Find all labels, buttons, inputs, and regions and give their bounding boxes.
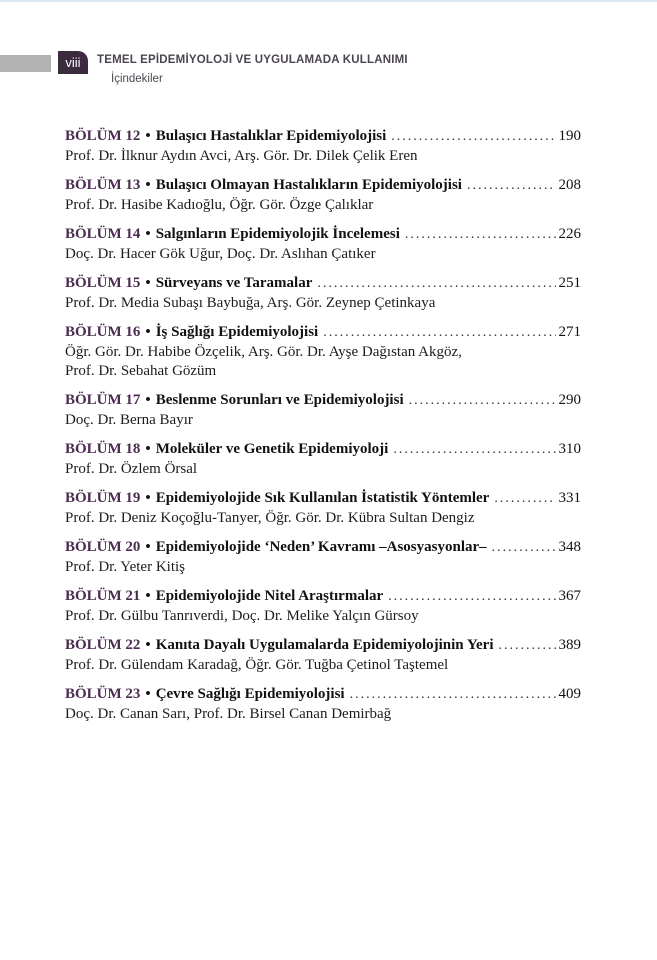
chapter-number: BÖLÜM 17 <box>65 392 141 408</box>
header-gray-bar <box>0 55 51 72</box>
chapter-title: Salgınların Epidemiyolojik İncelemesi <box>155 226 400 242</box>
toc-entry <box>65 126 581 166</box>
chapter-authors: Prof. Dr. Özlem Örsal <box>65 461 198 477</box>
chapter-number: BÖLÜM 12 <box>65 128 141 144</box>
page-number: 251 <box>558 275 581 291</box>
chapter-authors: Prof. Dr. Media Subaşı Baybuğa, Arş. Gör. Zeynep Çetinkaya <box>65 295 436 311</box>
chapter-number: BÖLÜM 13 <box>65 177 141 193</box>
page-number: 367 <box>558 588 581 604</box>
chapter-number: BÖLÜM 20 <box>65 539 141 555</box>
toc-title-line <box>65 586 581 607</box>
dot-leader <box>388 586 555 607</box>
chapter-authors: Prof. Dr. Gülbu Tanrıverdi, Doç. Dr. Melike Yalçın Gürsoy <box>65 608 419 624</box>
page-header <box>97 54 408 85</box>
chapter-authors: Prof. Dr. Hasibe Kadıoğlu, Öğr. Gör. Özge Çalıklar <box>65 197 374 213</box>
toc-entry <box>65 273 581 313</box>
chapter-number: BÖLÜM 19 <box>65 490 141 506</box>
dot-leader <box>467 175 556 196</box>
chapter-authors: Doç. Dr. Canan Sarı, Prof. Dr. Birsel Canan Demirbağ <box>65 706 392 722</box>
toc-entry <box>65 537 581 577</box>
chapter-title: Sürveyans ve Taramalar <box>155 275 313 291</box>
dot-leader <box>494 488 555 509</box>
bullet-separator: • <box>145 490 151 506</box>
toc-title-line <box>65 175 581 196</box>
dot-leader <box>317 273 555 294</box>
toc-title-line <box>65 273 581 294</box>
chapter-title: Epidemiyolojide Sık Kullanılan İstatistik Yöntemler <box>155 490 490 506</box>
page-number: 208 <box>558 177 581 193</box>
dot-leader <box>323 322 555 343</box>
toc-title-line <box>65 635 581 656</box>
page-number-roman: viii <box>65 55 81 70</box>
chapter-authors: Prof. Dr. Sebahat Gözüm <box>65 363 217 379</box>
dot-leader <box>492 537 556 558</box>
chapter-number: BÖLÜM 14 <box>65 226 141 242</box>
chapter-title: Epidemiyolojide ‘Neden’ Kavramı –Asosyasyonlar– <box>155 539 487 555</box>
chapter-number: BÖLÜM 18 <box>65 441 141 457</box>
toc-title-line <box>65 684 581 705</box>
chapter-title: Moleküler ve Genetik Epidemiyoloji <box>155 441 389 457</box>
dot-leader <box>499 635 556 656</box>
chapter-authors: Doç. Dr. Berna Bayır <box>65 412 193 428</box>
bullet-separator: • <box>145 324 151 340</box>
toc-title-line <box>65 390 581 411</box>
bullet-separator: • <box>145 275 151 291</box>
toc-title-line <box>65 126 581 147</box>
bullet-separator: • <box>145 441 151 457</box>
bullet-separator: • <box>145 637 151 653</box>
chapter-title: Bulaşıcı Hastalıklar Epidemiyolojisi <box>155 128 387 144</box>
chapter-number: BÖLÜM 16 <box>65 324 141 340</box>
toc-entry <box>65 224 581 264</box>
bullet-separator: • <box>145 177 151 193</box>
bullet-separator: • <box>145 392 151 408</box>
chapter-title: Kanıta Dayalı Uygulamalarda Epidemiyolojinin Yeri <box>155 637 494 653</box>
page-number-badge <box>58 51 88 74</box>
chapter-title: Bulaşıcı Olmayan Hastalıkların Epidemiyolojisi <box>155 177 462 193</box>
page-top-edge-line <box>0 0 657 2</box>
page-number: 348 <box>558 539 581 555</box>
chapter-title: Çevre Sağlığı Epidemiyolojisi <box>155 686 345 702</box>
toc-entry <box>65 322 581 381</box>
page-number: 331 <box>558 490 581 506</box>
page-number: 226 <box>558 226 581 242</box>
chapter-number: BÖLÜM 15 <box>65 275 141 291</box>
toc-entry <box>65 635 581 675</box>
toc-entry <box>65 684 581 724</box>
chapter-authors: Öğr. Gör. Dr. Habibe Özçelik, Arş. Gör. Dr. Ayşe Dağıstan Akgöz, <box>65 344 462 360</box>
dot-leader <box>409 390 556 411</box>
chapter-title: Beslenme Sorunları ve Epidemiyolojisi <box>155 392 404 408</box>
bullet-separator: • <box>145 128 151 144</box>
chapter-authors: Prof. Dr. Deniz Koçoğlu-Tanyer, Öğr. Gör. Dr. Kübra Sultan Dengiz <box>65 510 475 526</box>
chapter-authors: Prof. Dr. Gülendam Karadağ, Öğr. Gör. Tuğba Çetinol Taştemel <box>65 657 449 673</box>
toc-title-line <box>65 439 581 460</box>
dot-leader <box>350 684 556 705</box>
book-title: TEMEL EPİDEMİYOLOJİ VE UYGULAMADA KULLANIMI <box>97 54 408 66</box>
chapter-title: İş Sağlığı Epidemiyolojisi <box>155 324 319 340</box>
toc-title-line <box>65 322 581 343</box>
page-number: 190 <box>558 128 581 144</box>
toc-title-line <box>65 537 581 558</box>
toc-title-line <box>65 224 581 245</box>
toc-title-line <box>65 488 581 509</box>
table-of-contents <box>65 126 581 733</box>
chapter-authors: Doç. Dr. Hacer Gök Uğur, Doç. Dr. Aslıhan Çatıker <box>65 246 376 262</box>
chapter-authors: Prof. Dr. İlknur Aydın Avci, Arş. Gör. Dr. Dilek Çelik Eren <box>65 148 418 164</box>
dot-leader <box>405 224 556 245</box>
page-number: 290 <box>558 392 581 408</box>
toc-entry <box>65 439 581 479</box>
chapter-number: BÖLÜM 23 <box>65 686 141 702</box>
page-number: 389 <box>558 637 581 653</box>
chapter-authors: Prof. Dr. Yeter Kitiş <box>65 559 186 575</box>
toc-entry <box>65 175 581 215</box>
bullet-separator: • <box>145 539 151 555</box>
toc-entry <box>65 586 581 626</box>
page-number: 271 <box>558 324 581 340</box>
toc-entry <box>65 488 581 528</box>
dot-leader <box>391 126 555 147</box>
contents-heading: İçindekiler <box>111 73 163 85</box>
chapter-number: BÖLÜM 21 <box>65 588 141 604</box>
dot-leader <box>393 439 555 460</box>
chapter-title: Epidemiyolojide Nitel Araştırmalar <box>155 588 384 604</box>
page-number: 409 <box>558 686 581 702</box>
bullet-separator: • <box>145 686 151 702</box>
bullet-separator: • <box>145 588 151 604</box>
chapter-number: BÖLÜM 22 <box>65 637 141 653</box>
toc-entry <box>65 390 581 430</box>
bullet-separator: • <box>145 226 151 242</box>
page-number: 310 <box>558 441 581 457</box>
